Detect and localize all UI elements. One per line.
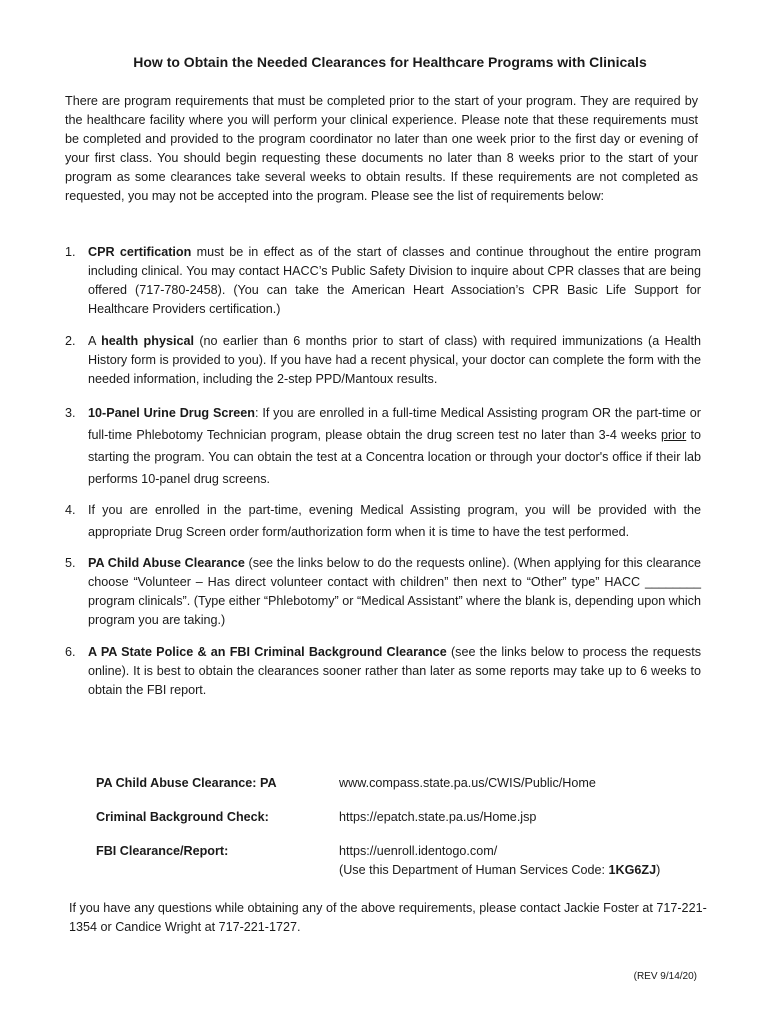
requirement-number: 1. — [65, 245, 76, 259]
intro-paragraph: There are program requirements that must be completed prior to the start of your program. They are required by the healthcare facility where you will perform your clinical experience. Please note that these requirements must be completed and provided to the program coordinator no later than one week prior to the first day or evening of your first class. You should begin requesting these documents no later than 8 weeks prior to the start of your program as some clearances take several weeks to obtain results. If these requirements are not completed as requested, you may not be accepted into the program. Please see the list of requirements below: — [65, 94, 698, 203]
requirement-text: : If you are enrolled in a full-time Medical Assisting program OR the part-time or full-time Phlebotomy Technician program, please obtain the drug screen test no later than 3-4 weeks — [88, 406, 701, 442]
requirement-item-6 — [65, 643, 701, 700]
link-row-criminal-background — [96, 808, 696, 827]
requirement-number: 3. — [65, 406, 76, 420]
link-label: FBI Clearance/Report: — [96, 844, 229, 858]
link-row-fbi — [96, 842, 696, 880]
fbi-link-block — [339, 842, 696, 880]
requirement-number: 5. — [65, 556, 76, 570]
requirement-title: 10-Panel Urine Drug Screen — [88, 406, 255, 420]
clearance-links-table — [96, 774, 696, 895]
child-abuse-link[interactable]: www.compass.state.pa.us/CWIS/Public/Home — [339, 776, 596, 790]
requirement-text: (see the links below to process the requests online). It is best to obtain the clearances sooner rather than later as some reports may take up to 6 weeks to obtain the FBI report. — [88, 645, 701, 697]
link-label: PA Child Abuse Clearance: PA — [96, 776, 277, 790]
requirement-item-3 — [65, 402, 701, 490]
requirement-title: health physical — [101, 334, 194, 348]
link-label: Criminal Background Check: — [96, 810, 269, 824]
requirement-text: (see the links below to do the requests online). (When applying for this clearance choose “Volunteer – Has direct volunteer contact with children” then next to “Other” type” HACC ________ program clinicals”. (Type either “Phlebotomy” or “Medical Assistant” where the blank is, depending upon which program you are taking.) — [88, 556, 701, 627]
requirement-number: 4. — [65, 503, 76, 517]
criminal-background-link[interactable]: https://epatch.state.pa.us/Home.jsp — [339, 810, 537, 824]
service-code-prefix: (Use this Department of Human Services Code: — [339, 863, 609, 877]
requirement-text-continued: to starting the program. You can obtain the test at a Concentra location or through your doctor's office if their lab performs 10-panel drug screens. — [88, 428, 701, 486]
requirement-text: If you are enrolled in the part-time, evening Medical Assisting program, you will be provided with the appropriate Drug Screen order form/authorization form when it is time to have the test performed. — [88, 503, 701, 539]
requirement-underline: prior — [661, 428, 687, 442]
requirement-prefix: A — [88, 334, 102, 348]
requirement-text: must be in effect as of the start of classes and continue throughout the entire program including clinical. You may contact HACC’s Public Safety Division to inquire about CPR classes that are being offered (717-780-2458). (You can take the American Heart Association’s CPR Basic Life Support for Healthcare Providers certification.) — [88, 245, 701, 316]
contact-paragraph: If you have any questions while obtaining any of the above requirements, please contact Jackie Foster at 717-221-1354 or Candice Wright at 717-221-1727. — [69, 901, 707, 934]
requirement-number: 2. — [65, 334, 76, 348]
requirements-list — [65, 243, 701, 713]
requirement-item-1 — [65, 243, 701, 319]
service-code-note — [339, 861, 696, 880]
requirement-title: A PA State Police & an FBI Criminal Background Clearance — [88, 645, 447, 659]
page-title: How to Obtain the Needed Clearances for Healthcare Programs with Clinicals — [133, 54, 647, 70]
requirement-title: PA Child Abuse Clearance — [88, 556, 245, 570]
service-code-suffix: ) — [656, 863, 661, 877]
requirement-item-5 — [65, 554, 701, 630]
requirement-text: (no earlier than 6 months prior to start of class) with required immunizations (a Health History form is provided to you). If you have had a recent physical, your doctor can complete the form with the needed information, including the 2-step PPD/Mantoux results. — [88, 334, 701, 386]
revision-note: (REV 9/14/20) — [633, 971, 697, 982]
requirement-item-4 — [65, 499, 701, 543]
fbi-clearance-link[interactable]: https://uenroll.identogo.com/ — [339, 844, 498, 858]
link-row-child-abuse — [96, 774, 696, 793]
service-code: 1KG6ZJ — [608, 863, 657, 877]
requirement-number: 6. — [65, 645, 76, 659]
requirement-title: CPR certification — [88, 245, 192, 259]
requirement-item-2 — [65, 332, 701, 389]
